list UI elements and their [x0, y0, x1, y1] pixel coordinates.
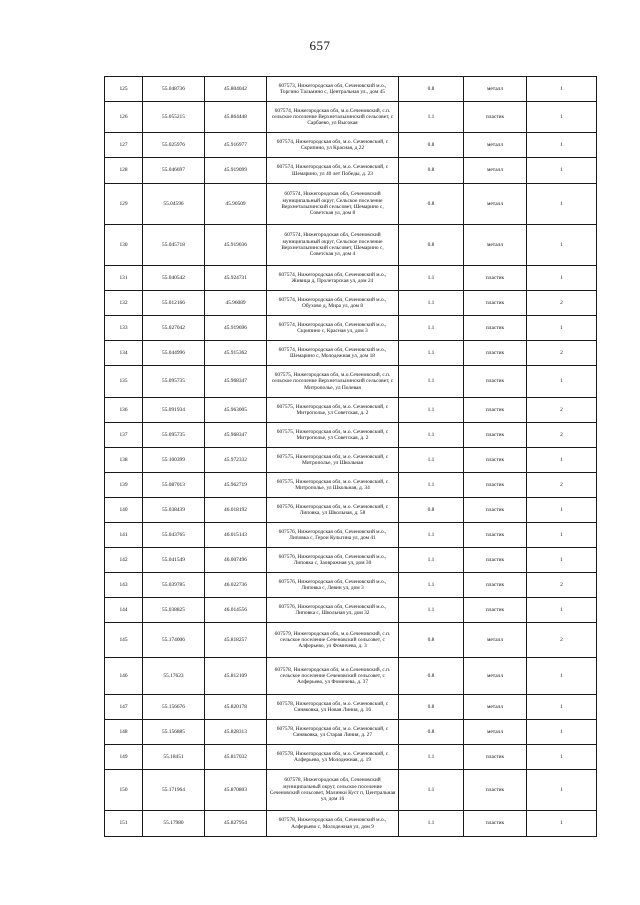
container-count-cell: 1 — [527, 158, 597, 184]
container-volume-cell: 0.8 — [399, 158, 464, 184]
latitude-cell: 55.095735 — [143, 366, 205, 398]
row-number-cell: 132 — [105, 291, 143, 316]
latitude-cell: 55.156676 — [143, 695, 205, 720]
container-material-cell: металл — [464, 623, 527, 658]
container-material-cell: пластик — [464, 341, 527, 366]
container-volume-cell: 0.8 — [399, 225, 464, 266]
container-material-cell: пластик — [464, 523, 527, 548]
container-count-cell: 2 — [527, 291, 597, 316]
table-row — [105, 811, 597, 837]
address-cell: 607578, Нижегородская обл, м.о. Сеченовский, с Синяковка, ул Новая Линия, д. 16 — [267, 695, 399, 720]
longitude-cell: 45.919036 — [205, 225, 267, 266]
latitude-cell: 55.038439 — [143, 498, 205, 523]
latitude-cell: 55.044996 — [143, 341, 205, 366]
address-cell: 607574, Нижегородская обл, Сеченовский м.о., Шемарино с, Молодежная ул, дом 18 — [267, 341, 399, 366]
container-material-cell: металл — [464, 184, 527, 225]
container-material-cell: пластик — [464, 770, 527, 811]
container-material-cell: пластик — [464, 573, 527, 598]
container-count-cell: 1 — [527, 266, 597, 291]
address-cell: 607576, Нижегородская обл, Сеченовский м.о., Липовка с, Заовражная ул, дом 30 — [267, 548, 399, 573]
table-row — [105, 366, 597, 398]
container-count-cell: 1 — [527, 316, 597, 341]
container-count-cell: 1 — [527, 225, 597, 266]
container-count-cell: 1 — [527, 523, 597, 548]
address-cell: 607574, Нижегородская обл, Сеченовский м.о., Скрипино с, Красная ул, дом 3 — [267, 316, 399, 341]
latitude-cell: 55.087013 — [143, 473, 205, 498]
address-cell: 607575, Нижегородская обл, м.о.Сеченовский, с.п. сельское поселение Верхнеталызинский сельсовет, с Митрополье, ул Полевая — [267, 366, 399, 398]
address-cell: 607576, Нижегородская обл, Сеченовский м.о., Липовка с, Герои Кульгина ул, дом 41 — [267, 523, 399, 548]
longitude-cell: 45.820178 — [205, 695, 267, 720]
table-row — [105, 473, 597, 498]
longitude-cell: 45.972332 — [205, 448, 267, 473]
latitude-cell: 55.038825 — [143, 598, 205, 623]
container-material-cell: пластик — [464, 291, 527, 316]
row-number-cell: 148 — [105, 720, 143, 745]
row-number-cell: 149 — [105, 745, 143, 770]
address-cell: 607578, Нижегородская обл, м.о.Сеченовский, с.п. сельское поселение Сеченовский сельсовет, с Алферьево, ул Фомичева, д. 37 — [267, 658, 399, 695]
address-cell: 607574, Нижегородская обл, Сеченовский м.о., Обухово д, Мира ул, дом 8 — [267, 291, 399, 316]
address-cell: 607573, Нижегородская обл, Сеченовский м.о., Торгино Тальмино с, Центральная ул., дом 45 — [267, 77, 399, 102]
table-row — [105, 448, 597, 473]
latitude-cell: 55.17980 — [143, 811, 205, 837]
longitude-cell: 45.916977 — [205, 133, 267, 158]
table-row — [105, 770, 597, 811]
row-number-cell: 136 — [105, 398, 143, 423]
container-material-cell: пластик — [464, 398, 527, 423]
address-cell: 607574, Нижегородская обл, Сеченовский муниципальный округ, Сельское поселение Верхнеталызинский сельсовет, Шемарино с, Советская ул, дом 8 — [267, 184, 399, 225]
longitude-cell: 45.804042 — [205, 77, 267, 102]
address-cell: 607576, Нижегородская обл, Сеченовский м.о., Липовка с, Школьная ул, дом 32 — [267, 598, 399, 623]
table-row — [105, 658, 597, 695]
address-cell: 607578, Нижегородская обл, м.о. Сеченовский, с Синяковка, ул Старая Линия, д. 27 — [267, 720, 399, 745]
longitude-cell: 45.962719 — [205, 473, 267, 498]
container-count-cell: 2 — [527, 341, 597, 366]
container-volume-cell: 1.1 — [399, 745, 464, 770]
row-number-cell: 131 — [105, 266, 143, 291]
container-count-cell: 1 — [527, 745, 597, 770]
container-volume-cell: 0.8 — [399, 133, 464, 158]
container-material-cell: пластик — [464, 548, 527, 573]
container-material-cell: металл — [464, 133, 527, 158]
row-number-cell: 139 — [105, 473, 143, 498]
longitude-cell: 45.864448 — [205, 102, 267, 133]
row-number-cell: 134 — [105, 341, 143, 366]
address-cell: 607579, Нижегородская обл, м.о.Сеченовский, с.п. сельское поселение Сеченовский сельсовет, с Алферьево, ул Фомичева, д. 3 — [267, 623, 399, 658]
container-volume-cell: 0.8 — [399, 498, 464, 523]
container-material-cell: пластик — [464, 811, 527, 837]
table-row — [105, 745, 597, 770]
latitude-cell: 55.171964 — [143, 770, 205, 811]
container-count-cell: 1 — [527, 770, 597, 811]
table-row — [105, 573, 597, 598]
address-cell: 607575, Нижегородская обл, м.о. Сеченовский, с Митрополье, ул Советская, д. 2 — [267, 398, 399, 423]
longitude-cell: 45.924731 — [205, 266, 267, 291]
container-volume-cell: 1.1 — [399, 523, 464, 548]
latitude-cell: 55.095735 — [143, 423, 205, 448]
row-number-cell: 137 — [105, 423, 143, 448]
container-material-cell: пластик — [464, 745, 527, 770]
longitude-cell: 45.828313 — [205, 720, 267, 745]
container-volume-cell: 1.1 — [399, 102, 464, 133]
latitude-cell: 55.04596 — [143, 184, 205, 225]
container-count-cell: 2 — [527, 398, 597, 423]
address-cell: 607574, Нижегородская обл, Сеченовский муниципальный округ, Сельское поселение Верхнеталызинский сельсовет, Шемарино с, Советская ул, дом 4 — [267, 225, 399, 266]
container-material-cell: пластик — [464, 316, 527, 341]
container-count-cell: 1 — [527, 811, 597, 837]
row-number-cell: 151 — [105, 811, 143, 837]
longitude-cell: 45.817032 — [205, 745, 267, 770]
row-number-cell: 127 — [105, 133, 143, 158]
container-volume-cell: 1.1 — [399, 341, 464, 366]
table-row — [105, 695, 597, 720]
table-row — [105, 598, 597, 623]
container-volume-cell: 1.1 — [399, 316, 464, 341]
container-count-cell: 1 — [527, 498, 597, 523]
row-number-cell: 144 — [105, 598, 143, 623]
container-material-cell: пластик — [464, 473, 527, 498]
row-number-cell: 145 — [105, 623, 143, 658]
address-cell: 607578, Нижегородская обл, Сеченовский м.о., Алферьево с, Молодежная ул, дом 9 — [267, 811, 399, 837]
table-row — [105, 423, 597, 448]
longitude-cell: 45.963005 — [205, 398, 267, 423]
container-count-cell: 2 — [527, 573, 597, 598]
latitude-cell: 55.046697 — [143, 158, 205, 184]
latitude-cell: 55.043765 — [143, 523, 205, 548]
longitude-cell: 45.90509 — [205, 184, 267, 225]
address-cell: 607576, Нижегородская обл, Сеченовский м.о., Липовка с, Левин ул, дом 3 — [267, 573, 399, 598]
longitude-cell: 46.018192 — [205, 498, 267, 523]
latitude-cell: 55.012166 — [143, 291, 205, 316]
container-volume-cell: 1.1 — [399, 366, 464, 398]
container-material-cell: пластик — [464, 448, 527, 473]
container-material-cell: пластик — [464, 498, 527, 523]
container-material-cell: металл — [464, 77, 527, 102]
container-count-cell: 1 — [527, 598, 597, 623]
table-row — [105, 316, 597, 341]
table-row — [105, 523, 597, 548]
page-number: 657 — [309, 38, 331, 53]
container-volume-cell: 1.1 — [399, 473, 464, 498]
address-cell: 607578, Нижегородская обл, Сеченовский муниципальный округ, сельское поселение Сеченовский сельсовет, Малинки Куст п, Центральная ул, дом 16 — [267, 770, 399, 811]
longitude-cell: 45.919696 — [205, 316, 267, 341]
longitude-cell: 45.915362 — [205, 341, 267, 366]
container-count-cell: 1 — [527, 133, 597, 158]
container-count-cell: 1 — [527, 102, 597, 133]
container-count-cell: 1 — [527, 720, 597, 745]
table-row — [105, 266, 597, 291]
table-row — [105, 102, 597, 133]
container-volume-cell: 1.1 — [399, 266, 464, 291]
longitude-cell: 45.968347 — [205, 366, 267, 398]
container-material-cell: пластик — [464, 266, 527, 291]
container-count-cell: 1 — [527, 658, 597, 695]
container-material-cell: металл — [464, 158, 527, 184]
container-volume-cell: 0.8 — [399, 720, 464, 745]
container-material-cell: пластик — [464, 102, 527, 133]
row-number-cell: 141 — [105, 523, 143, 548]
container-material-cell: металл — [464, 695, 527, 720]
latitude-cell: 55.025976 — [143, 133, 205, 158]
container-count-cell: 2 — [527, 473, 597, 498]
container-volume-cell: 0.8 — [399, 695, 464, 720]
longitude-cell: 46.014556 — [205, 598, 267, 623]
row-number-cell: 125 — [105, 77, 143, 102]
container-count-cell: 1 — [527, 366, 597, 398]
address-cell: 607574, Нижегородская обл, м.о.Сеченовский, с.п. сельское поселение Верхнеталызинский сельсовет, с Сарбаево, ул Высокая — [267, 102, 399, 133]
row-number-cell: 135 — [105, 366, 143, 398]
container-volume-cell: 0.8 — [399, 623, 464, 658]
container-material-cell: пластик — [464, 366, 527, 398]
container-volume-cell: 1.1 — [399, 291, 464, 316]
address-cell: 607575, Нижегородская обл, м.о. Сеченовский, с Митрополье, ул Школьная — [267, 448, 399, 473]
container-count-cell: 2 — [527, 423, 597, 448]
address-cell: 607574, Нижегородская обл, Сеченовский м.о., Живица д, Пролетарская ул, дом 24 — [267, 266, 399, 291]
longitude-cell: 45.812109 — [205, 658, 267, 695]
container-volume-cell: 1.1 — [399, 398, 464, 423]
table-row — [105, 623, 597, 658]
table-body — [105, 77, 597, 837]
latitude-cell: 55.048736 — [143, 77, 205, 102]
container-sites-table — [104, 76, 597, 837]
longitude-cell: 45.919099 — [205, 158, 267, 184]
longitude-cell: 45.818257 — [205, 623, 267, 658]
latitude-cell: 55.156885 — [143, 720, 205, 745]
row-number-cell: 138 — [105, 448, 143, 473]
container-count-cell: 1 — [527, 448, 597, 473]
latitude-cell: 55.18451 — [143, 745, 205, 770]
longitude-cell: 45.968347 — [205, 423, 267, 448]
row-number-cell: 143 — [105, 573, 143, 598]
container-count-cell: 1 — [527, 77, 597, 102]
table-row — [105, 225, 597, 266]
table-row — [105, 341, 597, 366]
container-volume-cell: 1.1 — [399, 770, 464, 811]
latitude-cell: 55.055215 — [143, 102, 205, 133]
table-row — [105, 720, 597, 745]
latitude-cell: 55.100399 — [143, 448, 205, 473]
row-number-cell: 146 — [105, 658, 143, 695]
container-volume-cell: 1.1 — [399, 423, 464, 448]
row-number-cell: 140 — [105, 498, 143, 523]
row-number-cell: 130 — [105, 225, 143, 266]
latitude-cell: 55.041549 — [143, 548, 205, 573]
longitude-cell: 45.870803 — [205, 770, 267, 811]
container-volume-cell: 0.8 — [399, 658, 464, 695]
container-count-cell: 1 — [527, 695, 597, 720]
container-count-cell: 1 — [527, 548, 597, 573]
longitude-cell: 46.007496 — [205, 548, 267, 573]
container-material-cell: пластик — [464, 598, 527, 623]
table-row — [105, 184, 597, 225]
container-volume-cell: 1.1 — [399, 573, 464, 598]
address-cell: 607575, Нижегородская обл, м.о. Сеченовский, с Митрополье, ул Советская, д. 2 — [267, 423, 399, 448]
container-volume-cell: 0.8 — [399, 184, 464, 225]
container-volume-cell: 0.8 — [399, 77, 464, 102]
table-row — [105, 291, 597, 316]
latitude-cell: 55.174006 — [143, 623, 205, 658]
row-number-cell: 147 — [105, 695, 143, 720]
address-cell: 607578, Нижегородская обл, м.о. Сеченовский, с Алферьево, ул Молодежная, д. 19 — [267, 745, 399, 770]
longitude-cell: 46.022736 — [205, 573, 267, 598]
container-material-cell: металл — [464, 225, 527, 266]
container-volume-cell: 1.1 — [399, 548, 464, 573]
address-cell: 607574, Нижегородская обл, м.о. Сеченовский, с Шемарино, ул 40 лет Победы, д. 23 — [267, 158, 399, 184]
latitude-cell: 55.040542 — [143, 266, 205, 291]
address-cell: 607574, Нижегородская обл, м.о. Сеченовский, с Скрипино, ул Красная, д 22 — [267, 133, 399, 158]
longitude-cell: 46.015143 — [205, 523, 267, 548]
table-row — [105, 158, 597, 184]
address-cell: 607576, Нижегородская обл, м.о. Сеченовский, с Липовка, ул Школьная, д. 58 — [267, 498, 399, 523]
row-number-cell: 129 — [105, 184, 143, 225]
table-row — [105, 398, 597, 423]
row-number-cell: 128 — [105, 158, 143, 184]
row-number-cell: 126 — [105, 102, 143, 133]
row-number-cell: 133 — [105, 316, 143, 341]
longitude-cell: 45.96089 — [205, 291, 267, 316]
address-cell: 607575, Нижегородская обл, м.о. Сеченовский, с Митрополье, ул Школьная, д. 34 — [267, 473, 399, 498]
container-count-cell: 2 — [527, 623, 597, 658]
container-material-cell: пластик — [464, 423, 527, 448]
latitude-cell: 55.039785 — [143, 573, 205, 598]
row-number-cell: 142 — [105, 548, 143, 573]
container-volume-cell: 1.1 — [399, 598, 464, 623]
table-row — [105, 133, 597, 158]
container-count-cell: 1 — [527, 184, 597, 225]
longitude-cell: 45.827954 — [205, 811, 267, 837]
table-row — [105, 77, 597, 102]
container-material-cell: металл — [464, 658, 527, 695]
table-row — [105, 548, 597, 573]
latitude-cell: 55.045718 — [143, 225, 205, 266]
table-row — [105, 498, 597, 523]
row-number-cell: 150 — [105, 770, 143, 811]
container-material-cell: металл — [464, 720, 527, 745]
latitude-cell: 55.091934 — [143, 398, 205, 423]
container-volume-cell: 1.1 — [399, 811, 464, 837]
latitude-cell: 55.027042 — [143, 316, 205, 341]
container-volume-cell: 1.1 — [399, 448, 464, 473]
latitude-cell: 55.17623 — [143, 658, 205, 695]
